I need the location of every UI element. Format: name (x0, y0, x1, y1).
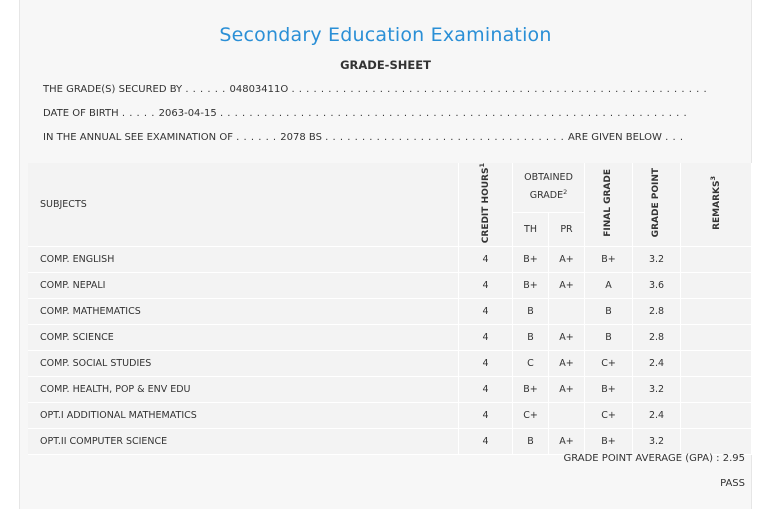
grade-point-cell: 2.8 (633, 325, 681, 351)
dob-label: DATE OF BIRTH (43, 108, 119, 119)
gpa-value: 2.95 (722, 453, 745, 464)
header-credit-hours: CREDIT HOURS$^1$ (459, 163, 513, 247)
header-final-grade: FINAL GRADE (585, 163, 633, 247)
table-row (28, 351, 752, 377)
page-title: Secondary Education Examination (219, 24, 552, 46)
subject-cell: COMP. SCIENCE (28, 325, 459, 351)
final-grade-cell: C+ (585, 351, 633, 377)
remarks-cell (681, 299, 752, 325)
result-status: PASS (720, 478, 745, 489)
header-subjects: SUBJECTS (28, 163, 459, 247)
credit-cell: 4 (459, 325, 513, 351)
credit-cell: 4 (459, 299, 513, 325)
table-row (28, 247, 752, 273)
credit-cell: 4 (459, 273, 513, 299)
subject-cell: COMP. NEPALI (28, 273, 459, 299)
header-obtained-grade: OBTAINED GRADE$^2$ (513, 163, 585, 213)
remarks-cell (681, 429, 752, 455)
grades-table (28, 163, 752, 455)
grade-point-cell: 3.2 (633, 429, 681, 455)
pr-grade-cell (549, 299, 585, 325)
remarks-cell (681, 403, 752, 429)
pr-grade-cell: A+ (549, 247, 585, 273)
credit-cell: 4 (459, 429, 513, 455)
pr-grade-cell: A+ (549, 429, 585, 455)
final-grade-cell: B (585, 299, 633, 325)
th-grade-cell: B (513, 429, 549, 455)
subject-cell: OPT.II COMPUTER SCIENCE (28, 429, 459, 455)
th-grade-cell: B+ (513, 273, 549, 299)
final-grade-cell: C+ (585, 403, 633, 429)
grade-point-cell: 2.4 (633, 403, 681, 429)
subject-cell: COMP. SOCIAL STUDIES (28, 351, 459, 377)
subject-cell: OPT.I ADDITIONAL MATHEMATICS (28, 403, 459, 429)
grade-point-cell: 2.4 (633, 351, 681, 377)
final-grade-cell: B (585, 325, 633, 351)
th-grade-cell: B (513, 325, 549, 351)
grade-point-cell: 3.2 (633, 377, 681, 403)
credit-cell: 4 (459, 351, 513, 377)
final-grade-cell: B+ (585, 429, 633, 455)
th-grade-cell: C (513, 351, 549, 377)
th-grade-cell: B (513, 299, 549, 325)
header-grade-point: GRADE POINT (633, 163, 681, 247)
remarks-cell (681, 273, 752, 299)
info-line-exam: IN THE ANNUAL SEE EXAMINATION OF . . . . . . 2078 BS . . . . . . . . . . . . . . . . . . . . . . . . . . . . . . . . . ARE GIVEN BELOW . . . (43, 132, 684, 143)
remarks-cell (681, 325, 752, 351)
pr-grade-cell: A+ (549, 273, 585, 299)
th-grade-cell: C+ (513, 403, 549, 429)
grade-sheet (19, 0, 752, 509)
remarks-cell (681, 377, 752, 403)
table-row (28, 325, 752, 351)
credit-cell: 4 (459, 377, 513, 403)
header-th: TH (513, 213, 549, 247)
th-grade-cell: B+ (513, 377, 549, 403)
symbol-label: THE GRADE(S) SECURED BY (43, 84, 183, 95)
final-grade-cell: A (585, 273, 633, 299)
grade-point-cell: 3.2 (633, 247, 681, 273)
page-subtitle: GRADE-SHEET (340, 58, 431, 72)
header-pr: PR (549, 213, 585, 247)
subject-cell: COMP. ENGLISH (28, 247, 459, 273)
pr-grade-cell: A+ (549, 351, 585, 377)
info-line-symbol: THE GRADE(S) SECURED BY . . . . . . 04803411O . . . . . . . . . . . . . . . . . . . . . . . . . . . . . . . . . . . . . . . . . . . . . . . . . . . . . . . . . (43, 84, 708, 95)
final-grade-cell: B+ (585, 247, 633, 273)
remarks-cell (681, 351, 752, 377)
dob-value: 2063-04-15 (158, 108, 217, 119)
exam-tail: ARE GIVEN BELOW (567, 132, 662, 143)
th-grade-cell: B+ (513, 247, 549, 273)
subject-cell: COMP. MATHEMATICS (28, 299, 459, 325)
pr-grade-cell: A+ (549, 325, 585, 351)
pr-grade-cell: A+ (549, 377, 585, 403)
remarks-cell (681, 247, 752, 273)
credit-cell: 4 (459, 247, 513, 273)
gpa-label: GRADE POINT AVERAGE (GPA) : (563, 453, 720, 464)
table-row (28, 377, 752, 403)
credit-cell: 4 (459, 403, 513, 429)
exam-label: IN THE ANNUAL SEE EXAMINATION OF (43, 132, 233, 143)
header-remarks: REMARKS$^3$ (681, 163, 752, 247)
exam-year: 2078 BS (280, 132, 322, 143)
final-grade-cell: B+ (585, 377, 633, 403)
symbol-number: 04803411O (229, 84, 289, 95)
table-row (28, 403, 752, 429)
pr-grade-cell (549, 403, 585, 429)
table-row (28, 429, 752, 455)
info-line-dob: DATE OF BIRTH . . . . . 2063-04-15 . . . . . . . . . . . . . . . . . . . . . . . . . . . . . . . . . . . . . . . . . . . . . . . . . . . . . . . . . . . . . . . . (43, 108, 688, 119)
gpa-summary (563, 453, 745, 464)
subject-cell: COMP. HEALTH, POP & ENV EDU (28, 377, 459, 403)
grade-point-cell: 2.8 (633, 299, 681, 325)
table-row (28, 273, 752, 299)
table-row (28, 299, 752, 325)
grade-point-cell: 3.6 (633, 273, 681, 299)
